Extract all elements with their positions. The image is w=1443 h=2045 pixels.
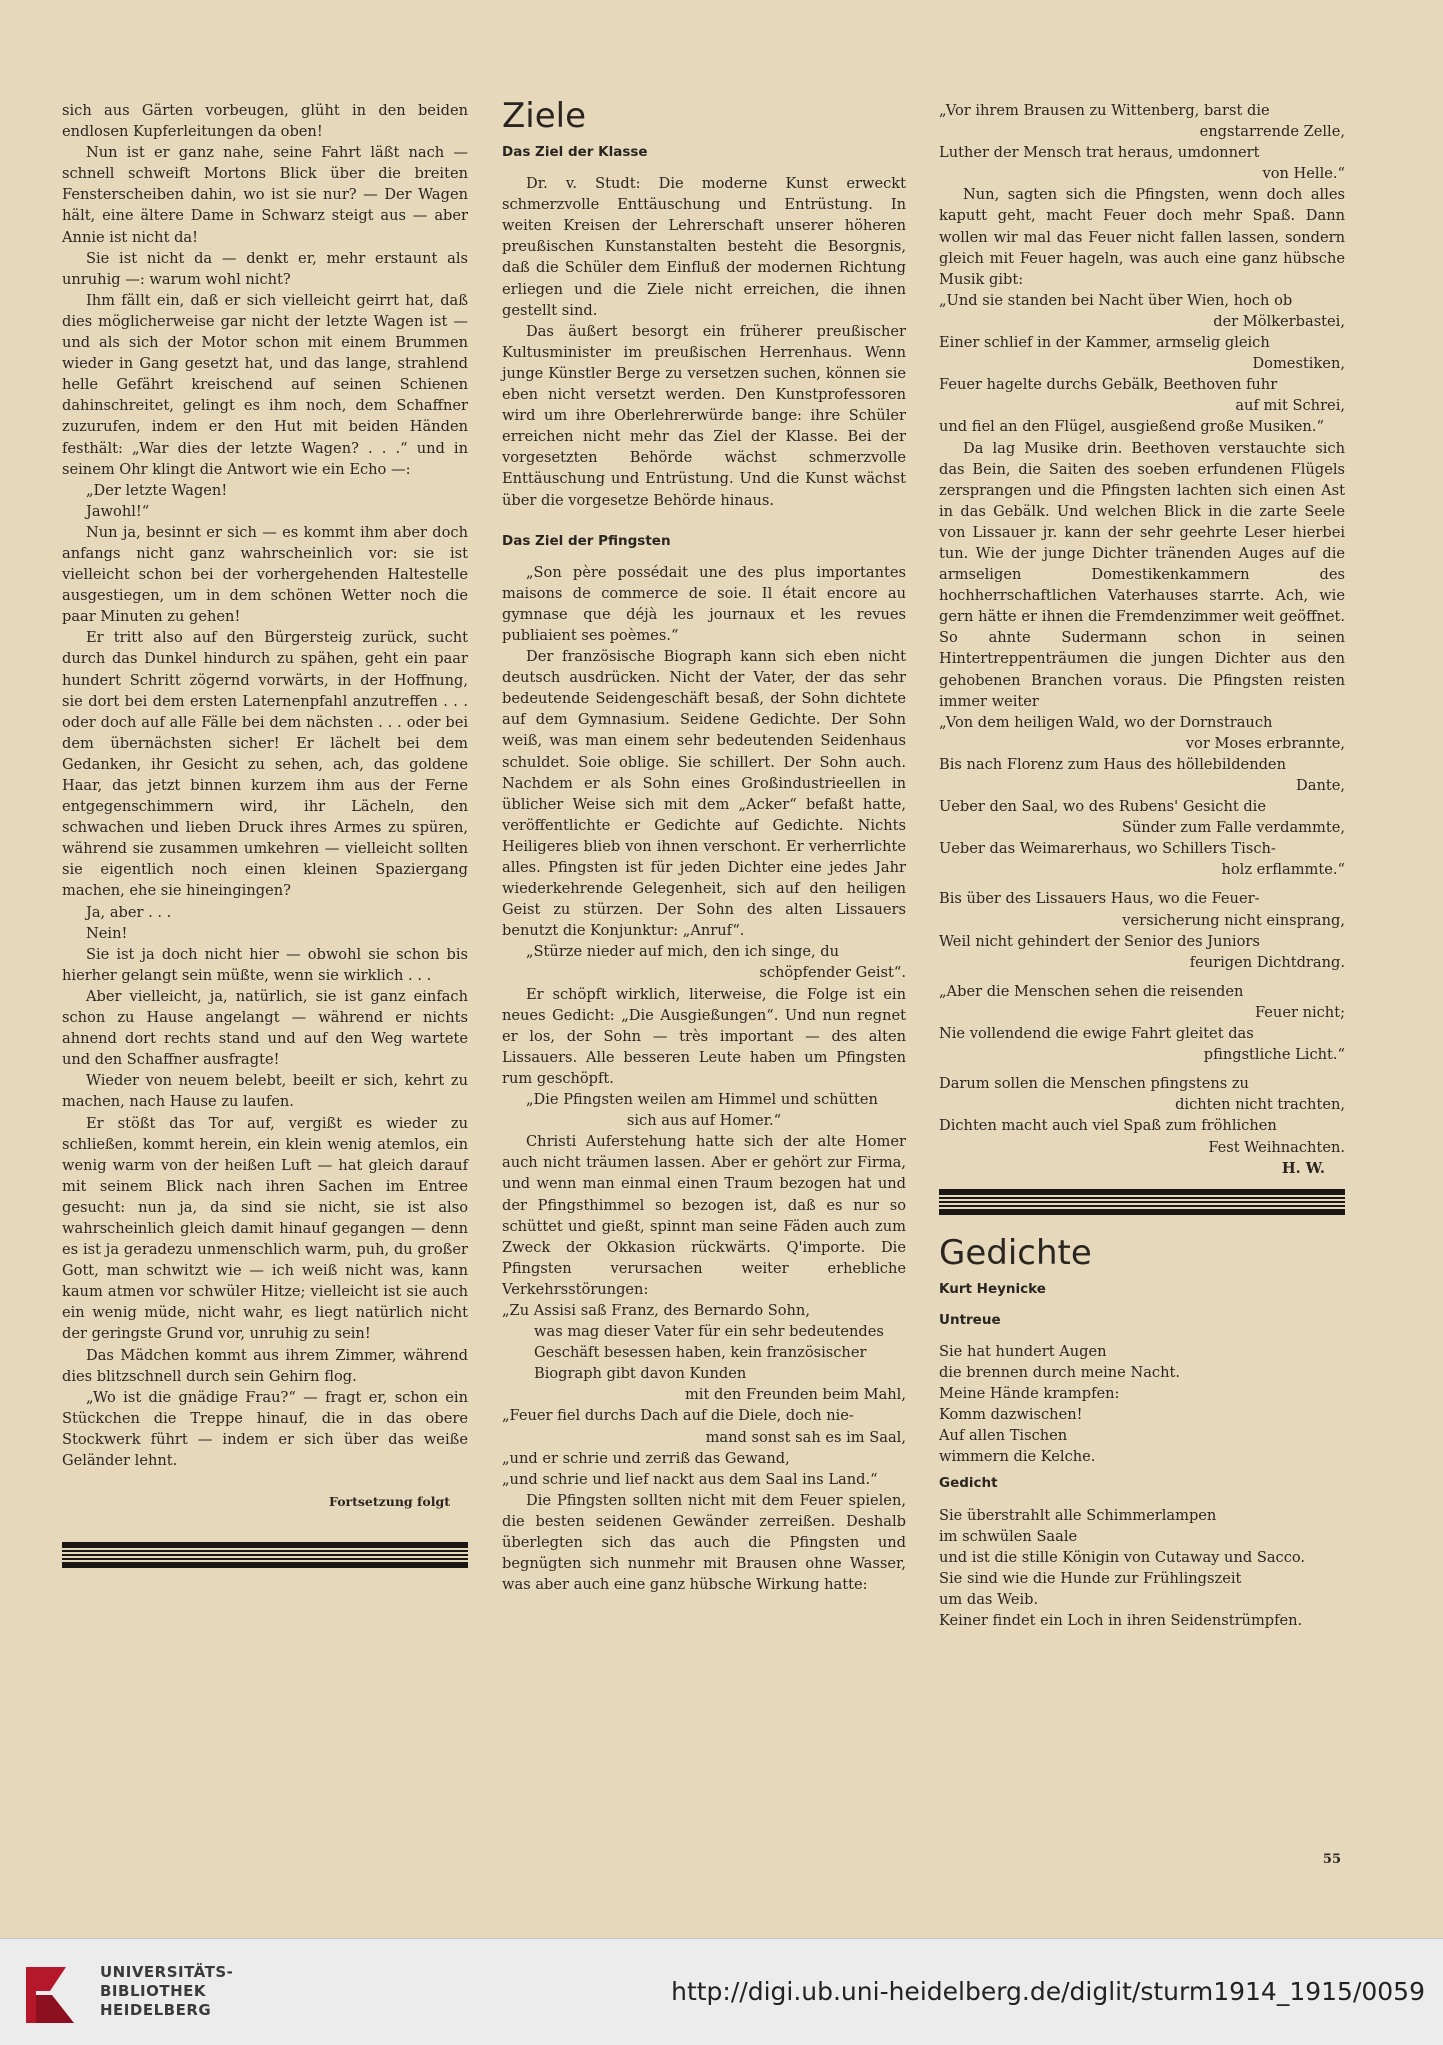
quote-line: und fiel an den Flügel, ausgießend große Musiken.“ [939,418,1324,436]
quote-line: was mag dieser Vater für ein sehr bedeutendes [534,1323,884,1341]
quote-line: Luther der Mensch trat heraus, umdonnert [939,144,1260,162]
paragraph: Sie ist nicht da — denkt er, mehr erstaunt als unruhig —: warum wohl nicht? [62,249,468,288]
quote-line: „und er schrie und zerriß das Gewand, [502,1449,790,1467]
column-1 [62,100,468,1578]
paragraph: „Der letzte Wagen! [86,481,228,499]
poem-line: Keiner findet ein Loch in ihren Seidenstrümpfen. [939,1612,1303,1629]
poem-line: und ist die stille Königin von Cutaway und Sacco. [939,1548,1306,1566]
poem-line: Meine Hände krampfen: [939,1385,1120,1403]
column-2 [502,96,906,1595]
quote-line: auf mit Schrei, [1235,397,1345,415]
library-footer [0,1938,1443,2045]
quote-line: sich aus auf Homer.“ [626,1112,782,1130]
paragraph: Er schöpft wirklich, literweise, die Folge ist ein neues Gedicht: „Die Ausgießungen“. Und nun regnet er los, der Sohn — très important — des alten Lissauers. Alle besseren Leute haben um Pfingsten rum geschöpft. [502,985,906,1087]
author-name: Kurt Heynicke [939,1280,1046,1297]
paragraph: Wieder von neuem belebt, beeilt er sich, kehrt zu machen, nach Hause zu laufen. [62,1072,468,1111]
section-heading: Das Ziel der Klasse [502,144,648,160]
paragraph: Der französische Biograph kann sich eben nicht deutsch ausdrücken. Nicht der Vater, der das sehr bedeutende Seidengeschäft besaß, der Sohn dichtete auf dem Gymnasium. Seidene Gedichte. Der Sohn weiß, was man einem sehr bedeutenden Seidenhaus schuldet. Soie oblige. Sie schillert. Der Sohn auch. Nachdem er als Sohn eines Großindustrieellen in üblicher Weise sich mit dem „Acker“ befaßt hatte, veröffentlichte er Gedichte auf Gedichte. Nichts Heiligeres blieb von ihnen verschont. Er verherrlichte alles. Pfingsten ist für jeden Dichter eine jedes Jahr wiederkehrende Gelegenheit, sich auf den heiligen Geist zu stürzen. Der Sohn des alten Lissauers benutzt die Konjunktur: „Anruf“. [502,648,906,940]
poem-line: Sie sind wie die Hunde zur Frühlingszeit [939,1569,1242,1587]
quote-line: Dichten macht auch viel Spaß zum fröhlichen [939,1117,1277,1135]
poem-line: um das Weib. [939,1590,1039,1608]
paragraph: Die Pfingsten sollten nicht mit dem Feuer spielen, die besten seidenen Gewänder zerreißen. Deshalb überlegten sich das auch die Pfingsten und begnügten sich nunmehr mit Brausen ohne Wasser, was aber auch eine ganz hübsche Wirkung hatte: [502,1491,906,1594]
quote-line: „Von dem heiligen Wald, wo der Dornstrauch [939,713,1273,731]
quote-line: „Stürze nieder auf mich, den ich singe, du [526,943,840,961]
paragraph: Ja, aber . . . [86,903,172,921]
quote-line: holz erflammte.“ [1221,861,1345,879]
quote-line: Biograph gibt davon Kunden [534,1365,747,1383]
paragraph: „Wo ist die gnädige Frau?“ — fragt er, schon ein Stückchen die Treppe hinauf, die in das obere Stockwerk führt — indem er sich über das weiße Geländer lehnt. [62,1388,468,1469]
paragraph: Dr. v. Studt: Die moderne Kunst erweckt schmerzvolle Enttäuschung und Entrüstung. In weiten Kreisen der Lehrerschaft unserer höheren preußischen Kunstanstalten besteht die Besorgnis, daß die Schüler dem Einfluß der modernen Richtung erliegen und die Ziele nicht erreichen, die ihnen gestellt sind. [502,175,906,319]
quote-line: „Zu Assisi saß Franz, des Bernardo Sohn, [502,1301,810,1319]
paragraph: Er stößt das Tor auf, vergißt es wieder zu schließen, kommt herein, ein klein wenig atemlos, ein wenig warm von der heißen Luft — hat gleich darauf mit seinem Blick nach ihren Sachen im Entree gesucht: nun ja, da sind sie nicht, sie ist also wahrscheinlich gleich damit hinauf gegangen — denn es ist ja geradezu unmenschlich warm, puh, du großer Gott, man schwitzt wie — ich weiß nicht was, kann kaum atmen vor schwüler Hitze; vielleicht ist sie auch ein wenig müde, nicht wahr, es liegt natürlich nicht der geringste Grund vor, unruhig zu sein! [62,1114,468,1343]
quote-line: „Die Pfingsten weilen am Himmel und schütten [526,1091,878,1109]
paragraph: „Son père possédait une des plus importantes maisons de commerce de soie. Il était encore au gymnase que déjà les journaux et les revues publiaient ses poèmes.“ [502,563,906,644]
section-rule [62,1542,468,1568]
quote-line: der Mölkerbastei, [1213,312,1345,330]
poem-line: Sie hat hundert Augen [939,1342,1107,1360]
quote-line: pfingstliche Licht.“ [1203,1046,1345,1064]
quote-line: versicherung nicht einsprang, [1122,911,1345,929]
library-name-line: UNIVERSITÄTS- [100,1963,234,1981]
library-logo-icon [22,1961,88,2027]
poem-line: Auf allen Tischen [939,1427,1068,1445]
quote-line: Ueber den Saal, wo des Rubens' Gesicht die [939,798,1266,816]
quote-line: Bis nach Florenz zum Haus des höllebildenden [939,755,1286,773]
library-name-line: BIBLIOTHEK [100,1982,206,2000]
poem-line: die brennen durch meine Nacht. [939,1363,1181,1381]
quote-line: Nie vollendend die ewige Fahrt gleitet das [939,1025,1254,1043]
paragraph: Nun ja, besinnt er sich — es kommt ihm aber doch anfangs nicht ganz wahrscheinlich vor: sie ist vielleicht schon bei der vorhergehenden Haltestelle ausgestiegen, um in dem schönen Wetter noch die paar Minuten zu gehen! [62,523,468,626]
quote-line: „Vor ihrem Brausen zu Wittenberg, barst die [939,102,1270,119]
quote-line: Ueber das Weimarerhaus, wo Schillers Tisch- [939,840,1276,858]
poem-line: Sie überstrahlt alle Schimmerlampen [939,1506,1217,1524]
paragraph: Da lag Musike drin. Beethoven verstauchte sich das Bein, die Saiten des soeben erfundenen Flügels zersprangen und die Pfingsten lachten sich einen Ast in das Gebälk. Und welchen Blick in die zarte Seele von Lissauer jr. kann der sehr geehrte Leser hierbei tun. Wie der junge Dichter tränenden Auges auf die armseligen Domestikenkammern des hochherrschaftlichen Vaterhauses starrte. Ach, wie gern hätte er ihnen die Fremdenzimmer weit geöffnet. So ahnte Sudermann schon in seinen Hintertreppenträumen die jungen Dichter aus den gehobenen Branchen voraus. Die Pfingsten reisten immer weiter [939,439,1345,710]
quote-line: Feuer nicht; [1254,1003,1345,1021]
paragraph: Christi Auferstehung hatte sich der alte Homer auch nicht träumen lassen. Aber er gehört zur Firma, und wenn man einmal einen Traum bezogen hat und der Pfingsthimmel so bezogen ist, daß es nur so schüttet und gießt, spinnt man seine Fäden auch zum Zweck der Okkasion rückwärts. Q'importe. Die Pfingsten verursachen weiter erhebliche Verkehrsstörungen: [502,1133,906,1298]
paragraph: Das äußert besorgt ein früherer preußischer Kultusminister im preußischen Herrenhaus. Wenn junge Künstler Berge zu versetzen suchen, können sie eben nicht versetzt werden. Den Kunstprofessoren wird um ihre Oberlehrerwürde bange: ihre Schüler erreichen nicht mehr das Ziel der Klasse. Bei der vorgesetzten Behörde wächst schmerzvolle Enttäuschung und Entrüstung. Und die Kunst wächst über die vorgesetze Behörde hinaus. [502,322,906,509]
quote-line: „Und sie standen bei Nacht über Wien, hoch ob [939,291,1293,309]
quote-line: „Feuer fiel durchs Dach auf die Diele, doch nie- [502,1407,854,1425]
article-title: Gedichte [939,1232,1092,1273]
quote-line: dichten nicht trachten, [1175,1096,1345,1114]
quote-line: Feuer hagelte durchs Gebälk, Beethoven fuhr [939,376,1278,394]
quote-line: mit den Freunden beim Mahl, [684,1386,906,1404]
quote-line: mand sonst sah es im Saal, [705,1428,906,1446]
paragraph: Nein! [86,924,128,942]
paragraph: Er tritt also auf den Bürgersteig zurück, sucht durch das Dunkel hindurch zu spähen, geht ein paar hundert Schritt zögernd vorwärts, in der Hoffnung, sie dort bei dem ersten Laternenpfahl anzutreffen . . . oder doch auf alle Fälle bei dem nächsten . . . oder bei dem übernächsten sicher! Er lächelt bei dem Gedanken, ihr Gesicht zu sehen, ach, das goldene Haar, das jetzt binnen kurzem ihm aus der Ferne entgegenschimmern wird, ihr Lächeln, den schwachen und lieben Druck ihres Armes zu spüren, während sie zusammen umkehren — vielleicht sollten sie eigentlich noch einen kleinen Spaziergang machen, ehe sie hineingingen? [62,629,468,900]
section-heading: Das Ziel der Pfingsten [502,532,671,549]
paragraph: Aber vielleicht, ja, natürlich, sie ist ganz einfach schon zu Hause angelangt — während er nichts ahnend dort rechts stand und auf den Weg wartete und den Schaffner ausfragte! [62,987,468,1069]
quote-line: Weil nicht gehindert der Senior des Juniors [939,932,1260,950]
article-title: Ziele [502,96,587,136]
quote-line: Geschäft besessen haben, kein französischer [534,1344,867,1362]
quote-line: feurigen Dichtdrang. [1189,953,1345,971]
quote-line: „Aber die Menschen sehen die reisenden [939,982,1244,1000]
column-3 [939,100,1345,1631]
quote-line: Domestiken, [1252,355,1345,373]
continuation-note: Fortsetzung folgt [329,1494,450,1510]
signature: H. W. [1281,1159,1325,1177]
poem-line: im schwülen Saale [939,1527,1078,1545]
quote-line: schöpfender Geist“. [759,964,906,982]
paragraph: Jawohl!“ [86,502,150,520]
quote-line: Sünder zum Falle verdammte, [1121,819,1345,837]
paragraph: Ihm fällt ein, daß er sich vielleicht geirrt hat, daß dies möglicherweise gar nicht der letzte Wagen ist — und als sich der Motor schon mit einem Brummen wieder in Gang gesetzt hat, und das lange, strahlend helle Gefährt kreischend auf seinen Schienen dahinschreitet, gelingt es ihm noch, dem Schaffner zuzurufen, indem er den Hut mit beiden Händen festhält: „War dies der letzte Wagen? . . .“ und in seinem Ohr klingt die Antwort wie ein Echo —: [62,291,468,478]
library-name [100,1963,233,2020]
poem-line: Komm dazwischen! [939,1406,1083,1424]
paragraph: Nun ist er ganz nahe, seine Fahrt läßt nach — schnell schweift Mortons Blick über die breiten Fensterscheiben dahin, wo ist sie nur? — Der Wagen hält, eine ältere Dame in Schwarz steigt aus — aber Annie ist nicht da! [62,144,468,246]
quote-line: Darum sollen die Menschen pfingstens zu [939,1075,1249,1093]
source-url-link[interactable]: http://digi.ub.uni-heidelberg.de/diglit/sturm1914_1915/0059 [671,1977,1425,2006]
paragraph: Das Mädchen kommt aus ihrem Zimmer, während dies blitzschnell durch sein Gehirn flog. [62,1346,468,1385]
quote-line: Einer schlief in der Kammer, armselig gleich [939,334,1270,352]
quote-line: vor Moses erbrannte, [1185,734,1345,752]
paragraph: Sie ist ja doch nicht hier — obwohl sie schon bis hierher gelangt sein müßte, wenn sie wirklich . . . [62,945,468,984]
poem-title: Gedicht [939,1475,998,1492]
poem-line: wimmern die Kelche. [939,1448,1096,1466]
quote-line: Dante, [1296,777,1345,794]
section-rule [939,1189,1345,1215]
poem-title: Untreue [939,1311,1001,1328]
paragraph: sich aus Gärten vorbeugen, glüht in den beiden endlosen Kupferleitungen da oben! [62,102,468,141]
quote-line: Fest Weihnachten. [1208,1138,1345,1156]
paragraph: Nun, sagten sich die Pfingsten, wenn doch alles kaputt geht, macht Feuer doch mehr Spaß. Dann wollen wir mal das Feuer nicht fallen lassen, sondern gleich mit Feuer hageln, was auch eine ganz hübsche Musik gibt: [939,186,1345,288]
quote-line: von Helle.“ [1262,165,1345,183]
library-name-line: HEIDELBERG [100,2001,212,2019]
quote-line: „und schrie und lief nackt aus dem Saal ins Land.“ [502,1470,878,1488]
quote-line: Bis über des Lissauers Haus, wo die Feuer- [939,890,1260,908]
page-number: 55 [1322,1852,1341,1867]
quote-line: engstarrende Zelle, [1199,123,1345,141]
